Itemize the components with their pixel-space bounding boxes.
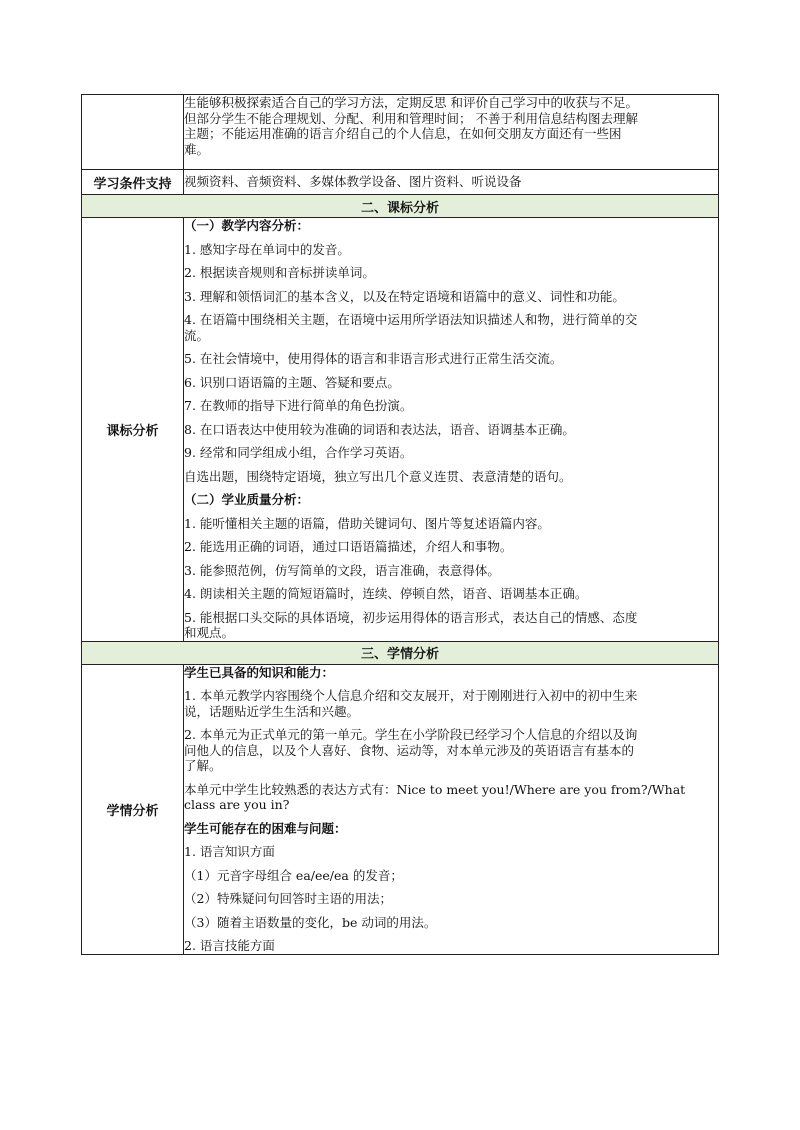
list-item-line: 6. 识别口语语篇的主题、答疑和要点。 [184, 374, 400, 390]
row-learners [82, 664, 719, 954]
list-item-line: 8. 在口语表达中使用较为准确的词语和表达法，语音、语调基本正确。 [184, 421, 575, 437]
list-item [184, 868, 718, 884]
list-item-line: 9. 经常和同学组成小组，合作学习英语。 [184, 445, 413, 460]
list-item [184, 265, 718, 281]
list-item [184, 563, 718, 579]
row-learner-summary [82, 95, 719, 170]
row-label-empty [82, 95, 184, 170]
knowledge-list [184, 688, 718, 813]
section-title-learners: 三、学情分析 [82, 641, 719, 664]
curriculum-cell [184, 218, 719, 642]
list-item-line: 3. 能参照范例，仿写简单的文段，语言准确，表意得体。 [184, 562, 500, 578]
list-item [184, 891, 718, 907]
list-item-line: 5. 能根据口头交际的具体语境，初步运用得体的语言形式，表达自己的情感、态度 [184, 609, 638, 625]
list-item [184, 938, 718, 954]
list-item [184, 516, 718, 532]
text-line: 难。 [184, 141, 210, 157]
content-list [184, 242, 718, 485]
learner-summary-cell [184, 95, 719, 170]
list-item [184, 242, 718, 258]
text-line: 生能够积极探索适合自己的学习方法，定期反思 和评价自己学习中的收获与不足。 [184, 95, 638, 110]
conditions-cell [184, 170, 719, 195]
list-item-line: 说，话题贴近学生生活和兴趣。 [184, 703, 360, 719]
list-item-line: 自选出题，围绕特定语境，独立写出几个意义连贯、表意清楚的语句。 [184, 468, 572, 484]
list-item-line: 1. 能听懂相关主题的语篇，借助关键词句、图片等复述语篇内容。 [184, 515, 550, 531]
list-item-line: 7. 在教师的指导下进行简单的角色扮演。 [184, 398, 413, 413]
list-item-line: 4. 在语篇中围绕相关主题，在语境中运用所学语法知识描述人和物，进行简单的交 [184, 312, 638, 327]
list-item-line: 2. 能选用正确的词语，通过口语语篇描述，介绍人和事物。 [184, 539, 513, 554]
quality-list [184, 516, 718, 641]
list-item [184, 398, 718, 414]
row-section-2 [82, 195, 719, 218]
row-label-learners: 学情分析 [82, 664, 184, 954]
list-item [184, 782, 718, 813]
list-item [184, 422, 718, 438]
list-item-line: （3）随着主语数量的变化，be 动词的用法。 [184, 914, 437, 930]
list-item [184, 351, 718, 367]
list-item [184, 312, 718, 343]
row-label-curriculum: 课标分析 [82, 218, 184, 642]
list-item-line: 了解。 [184, 758, 222, 773]
list-item [184, 469, 718, 485]
row-section-3 [82, 641, 719, 664]
subheading: 学生可能存在的困难与问题： [184, 820, 347, 836]
list-item [184, 375, 718, 391]
text-line: 但部分学生不能合理规划、分配、利用和管理时间； 不善于利用信息结构图去理解 [184, 110, 638, 126]
list-item [184, 586, 718, 602]
list-item [184, 688, 718, 719]
list-item [184, 445, 718, 461]
list-item-line: （2）特殊疑问句回答时主语的用法； [184, 891, 392, 906]
subheading: （一）教学内容分析： [184, 218, 310, 233]
list-item-line: 1. 感知字母在单词中的发音。 [184, 241, 350, 257]
list-item [184, 915, 718, 931]
list-item-line: 4. 朗读相关主题的简短语篇时，连续、停顿自然，语音、语调基本正确。 [184, 586, 588, 601]
learners-cell [184, 664, 719, 954]
list-item-line: 5. 在社会情境中，使用得体的语言和非语言形式进行正常生活交流。 [184, 351, 563, 366]
list-item [184, 289, 718, 305]
list-item-line: （1）元音字母组合 ea/ee/ea 的发音； [184, 867, 403, 883]
text-line: 主题；不能运用准确的语言介绍自己的个人信息，在如何交朋友方面还有一些困 [184, 126, 622, 141]
subheading: 学生已具备的知识和能力： [184, 664, 335, 680]
list-item-line: 流。 [184, 327, 210, 343]
difficulty-list [184, 844, 718, 954]
list-item [184, 844, 718, 860]
row-learning-conditions [82, 170, 719, 195]
row-label-conditions: 学习条件支持 [82, 170, 184, 195]
list-item-line: 2. 本单元为正式单元的第一单元。学生在小学阶段已经学习个人信息的介绍以及询 [184, 727, 638, 742]
row-curriculum [82, 218, 719, 642]
list-item-line: 问他人的信息，以及个人喜好、食物、运动等，对本单元涉及的英语语言有基本的 [184, 742, 635, 758]
list-item [184, 727, 718, 774]
list-item [184, 539, 718, 555]
list-item-line: 和观点。 [184, 625, 235, 640]
list-item-line: 2. 语言技能方面 [184, 938, 275, 953]
list-item-line: 1. 语言知识方面 [184, 844, 275, 859]
list-item-line: 本单元中学生比较熟悉的表达方式有：Nice to meet you!/Where are you from?/What [184, 781, 686, 797]
list-item-line: 2. 根据读音规则和音标拼读单词。 [184, 265, 375, 280]
conditions-text: 视频资料、音频资料、多媒体教学设备、图片资料、听说设备 [184, 174, 522, 190]
list-item-line: class are you in? [184, 797, 290, 812]
subheading: （二）学业质量分析： [184, 492, 310, 507]
list-item [184, 610, 718, 641]
list-item-line: 3. 理解和领悟词汇的基本含义，以及在特定语境和语篇中的意义、词性和功能。 [184, 288, 625, 304]
section-title-curriculum: 二、课标分析 [82, 195, 719, 218]
list-item-line: 1. 本单元教学内容围绕个人信息介绍和交友展开，对于刚刚进行入初中的初中生来 [184, 688, 638, 703]
lesson-plan-table [81, 94, 719, 955]
